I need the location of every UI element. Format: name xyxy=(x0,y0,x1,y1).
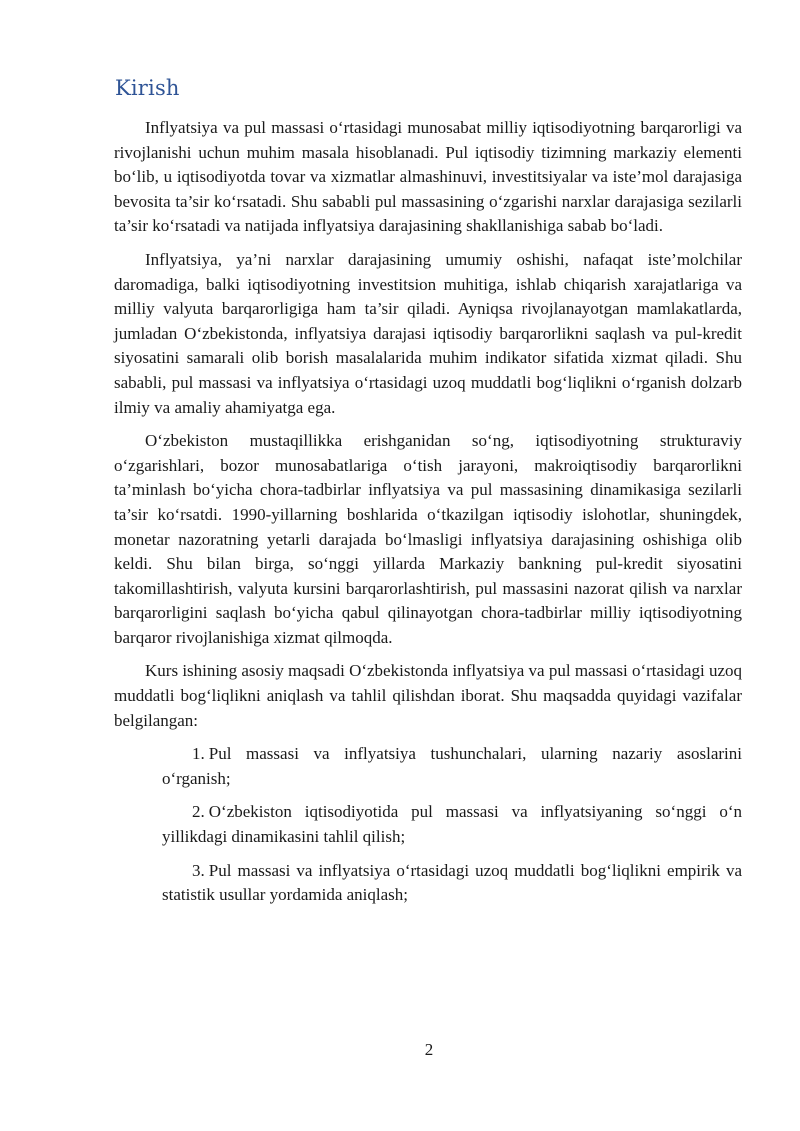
section-heading: Kirish xyxy=(115,76,180,100)
task-number: 3. xyxy=(192,860,205,880)
task-item xyxy=(162,742,742,791)
task-list xyxy=(114,742,742,908)
task-text: Pul massasi va inflyatsiya o‘rtasidagi uzoq muddatli bog‘liqlikni empirik va statistik usullar yordamida aniqlash; xyxy=(162,860,742,905)
page-number: 2 xyxy=(424,1040,434,1059)
task-text: O‘zbekiston iqtisodiyotida pul massasi va inflyatsiyaning so‘nggi o‘n yillikdagi dinamikasini tahlil qilish; xyxy=(162,802,742,847)
task-number: 2. xyxy=(192,802,205,822)
task-text: Pul massasi va inflyatsiya tushunchalari, ularning nazariy asoslarini o‘rganish; xyxy=(162,744,742,788)
paragraph: O‘zbekiston mustaqillikka erishganidan so‘ng, iqtisodiyotning strukturaviy o‘zgarishlari, bozor munosabatlariga o‘tish jarayoni, makroiqtisodiy barqarorlikni ta’minlash bo‘yicha chora-tadbirlar inflyatsiya va pul massasining dinamikasiga sezilarli ta’sir ko‘rsatdi. 1990-yillarning boshlarida o‘tkazilgan iqtisodiy islohotlar, shuningdek, monetar nazoratning yetarli darajada bo‘lmasligi inflyatsiya darajasining oshishiga olib keldi. Shu bilan birga, so‘nggi yillarda Markaziy bankning pul-kredit siyosatini takomillashtirish, valyuta kursini barqarorlashtirish, pul massasini nazorat qilish va narxlar barqarorligini saqlash bo‘yicha qabul qilinayotgan chora-tadbirlar milliy iqtisodiyotning barqaror rivojlanishiga xizmat qilmoqda. xyxy=(114,431,742,647)
paragraph: Inflyatsiya, ya’ni narxlar darajasining umumiy oshishi, nafaqat iste’molchilar daromadiga, balki iqtisodiyotning investitsion muhitiga, ishlab chiqarish xarajatlariga va milliy valyuta barqarorligiga ham ta’sir qiladi. Ayniqsa rivojlanayotgan mamlakatlarda, jumladan O‘zbekistonda, inflyatsiya darajasi iqtisodiy barqarorlikni saqlash va pul-kredit siyosatini samarali olib borish masalalarida muhim indikator sifatida xizmat qiladi. Shu sababli, pul massasi va inflyatsiya o‘rtasidagi uzoq muddatli bog‘liqlikni o‘rganish dolzarb ilmiy va amaliy ahamiyatga ega. xyxy=(114,249,742,417)
paragraph: Kurs ishining asosiy maqsadi O‘zbekistonda inflyatsiya va pul massasi o‘rtasidagi uzoq muddatli bog‘liqlikni aniqlash va tahlil qilishdan iborat. Shu maqsadda quyidagi vazifalar belgilangan: xyxy=(114,661,742,730)
task-item xyxy=(162,859,742,908)
body-text xyxy=(114,116,742,917)
task-item xyxy=(162,800,742,849)
paragraph: Inflyatsiya va pul massasi o‘rtasidagi munosabat milliy iqtisodiyotning barqarorligi va rivojlanishi uchun muhim masala hisoblanadi. Pul iqtisodiy tizimning markaziy elementi bo‘lib, u iqtisodiyotda tovar va xizmatlar almashinuvi, investitsiyalar va iste’mol darajasiga bevosita ta’sir ko‘rsatadi. Shu sababli pul massasining o‘zgarishi narxlar darajasiga sezilarli ta’sir ko‘rsatadi va natijada inflyatsiya darajasining shakllanishiga sabab bo‘ladi. xyxy=(114,118,742,236)
task-number: 1. xyxy=(192,744,205,764)
